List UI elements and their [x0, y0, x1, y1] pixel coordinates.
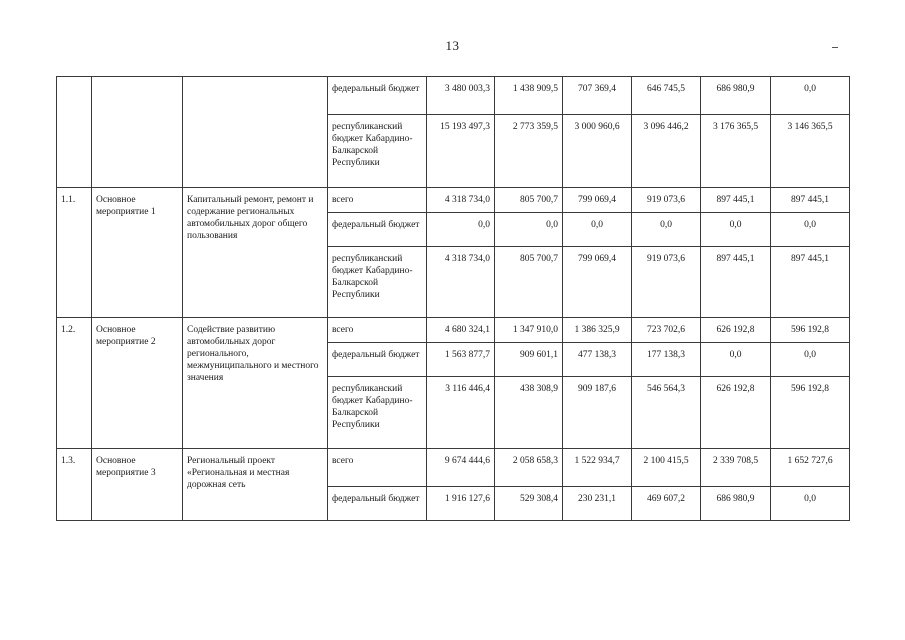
amount-cell: 1 347 910,0 [495, 318, 563, 343]
amount-cell: 0,0 [771, 213, 850, 247]
table-row [57, 318, 850, 343]
amount-cell: 9 674 444,6 [427, 449, 495, 487]
amount-cell: 230 231,1 [563, 487, 632, 521]
funding-source: всего [328, 449, 427, 487]
amount-cell: 2 058 658,3 [495, 449, 563, 487]
page-number: 13 [445, 38, 460, 53]
amount-cell: 2 773 359,5 [495, 115, 563, 188]
row-index: 1.3. [57, 449, 92, 521]
event-description: Региональный проект «Региональная и местная дорожная сеть [183, 449, 328, 521]
amount-cell: 799 069,4 [563, 247, 632, 318]
amount-cell: 4 318 734,0 [427, 247, 495, 318]
event-name: Основное мероприятие 1 [92, 188, 183, 318]
table-row [57, 449, 850, 487]
amount-cell: 0,0 [632, 213, 701, 247]
amount-cell: 0,0 [427, 213, 495, 247]
amount-cell: 897 445,1 [701, 188, 771, 213]
amount-cell: 919 073,6 [632, 247, 701, 318]
amount-cell: 0,0 [771, 343, 850, 377]
amount-cell: 626 192,8 [701, 318, 771, 343]
scan-mark [832, 47, 838, 48]
amount-cell: 1 563 877,7 [427, 343, 495, 377]
event-name: Основное мероприятие 2 [92, 318, 183, 449]
amount-cell: 177 138,3 [632, 343, 701, 377]
funding-source: федеральный бюджет [328, 213, 427, 247]
amount-cell: 1 652 727,6 [771, 449, 850, 487]
amount-cell: 3 176 365,5 [701, 115, 771, 188]
funding-source: республиканский бюджет Кабардино-Балкарской Республики [328, 377, 427, 449]
amount-cell: 646 745,5 [632, 77, 701, 115]
event-name [92, 77, 183, 188]
amount-cell: 626 192,8 [701, 377, 771, 449]
amount-cell: 4 318 734,0 [427, 188, 495, 213]
amount-cell: 799 069,4 [563, 188, 632, 213]
amount-cell: 0,0 [701, 343, 771, 377]
amount-cell: 3 116 446,4 [427, 377, 495, 449]
funding-source: федеральный бюджет [328, 487, 427, 521]
amount-cell: 1 522 934,7 [563, 449, 632, 487]
amount-cell: 686 980,9 [701, 77, 771, 115]
amount-cell: 0,0 [771, 487, 850, 521]
amount-cell: 897 445,1 [701, 247, 771, 318]
funding-source: федеральный бюджет [328, 343, 427, 377]
amount-cell: 897 445,1 [771, 247, 850, 318]
event-name: Основное мероприятие 3 [92, 449, 183, 521]
amount-cell: 529 308,4 [495, 487, 563, 521]
amount-cell: 438 308,9 [495, 377, 563, 449]
amount-cell: 596 192,8 [771, 318, 850, 343]
amount-cell: 15 193 497,3 [427, 115, 495, 188]
amount-cell: 596 192,8 [771, 377, 850, 449]
amount-cell: 0,0 [771, 77, 850, 115]
amount-cell: 477 138,3 [563, 343, 632, 377]
event-description: Содействие развитию автомобильных дорог регионального, межмуниципального и местного значения [183, 318, 328, 449]
amount-cell: 723 702,6 [632, 318, 701, 343]
amount-cell: 1 438 909,5 [495, 77, 563, 115]
event-description [183, 77, 328, 188]
funding-source: всего [328, 318, 427, 343]
amount-cell: 3 096 446,2 [632, 115, 701, 188]
funding-source: всего [328, 188, 427, 213]
amount-cell: 919 073,6 [632, 188, 701, 213]
amount-cell: 546 564,3 [632, 377, 701, 449]
amount-cell: 0,0 [701, 213, 771, 247]
amount-cell: 0,0 [495, 213, 563, 247]
row-index: 1.2. [57, 318, 92, 449]
amount-cell: 909 187,6 [563, 377, 632, 449]
event-description: Капитальный ремонт, ремонт и содержание региональных автомобильных дорог общего пользования [183, 188, 328, 318]
funding-source: республиканский бюджет Кабардино-Балкарской Республики [328, 247, 427, 318]
amount-cell: 0,0 [563, 213, 632, 247]
budget-table [56, 76, 850, 521]
row-index: 1.1. [57, 188, 92, 318]
amount-cell: 2 100 415,5 [632, 449, 701, 487]
row-index [57, 77, 92, 188]
amount-cell: 3 146 365,5 [771, 115, 850, 188]
amount-cell: 3 000 960,6 [563, 115, 632, 188]
amount-cell: 707 369,4 [563, 77, 632, 115]
amount-cell: 4 680 324,1 [427, 318, 495, 343]
amount-cell: 909 601,1 [495, 343, 563, 377]
funding-source: республиканский бюджет Кабардино-Балкарской Республики [328, 115, 427, 188]
funding-source: федеральный бюджет [328, 77, 427, 115]
table-row [57, 188, 850, 213]
amount-cell: 3 480 003,3 [427, 77, 495, 115]
amount-cell: 897 445,1 [771, 188, 850, 213]
amount-cell: 1 386 325,9 [563, 318, 632, 343]
amount-cell: 686 980,9 [701, 487, 771, 521]
amount-cell: 469 607,2 [632, 487, 701, 521]
amount-cell: 1 916 127,6 [427, 487, 495, 521]
amount-cell: 2 339 708,5 [701, 449, 771, 487]
amount-cell: 805 700,7 [495, 188, 563, 213]
table-row [57, 77, 850, 115]
amount-cell: 805 700,7 [495, 247, 563, 318]
